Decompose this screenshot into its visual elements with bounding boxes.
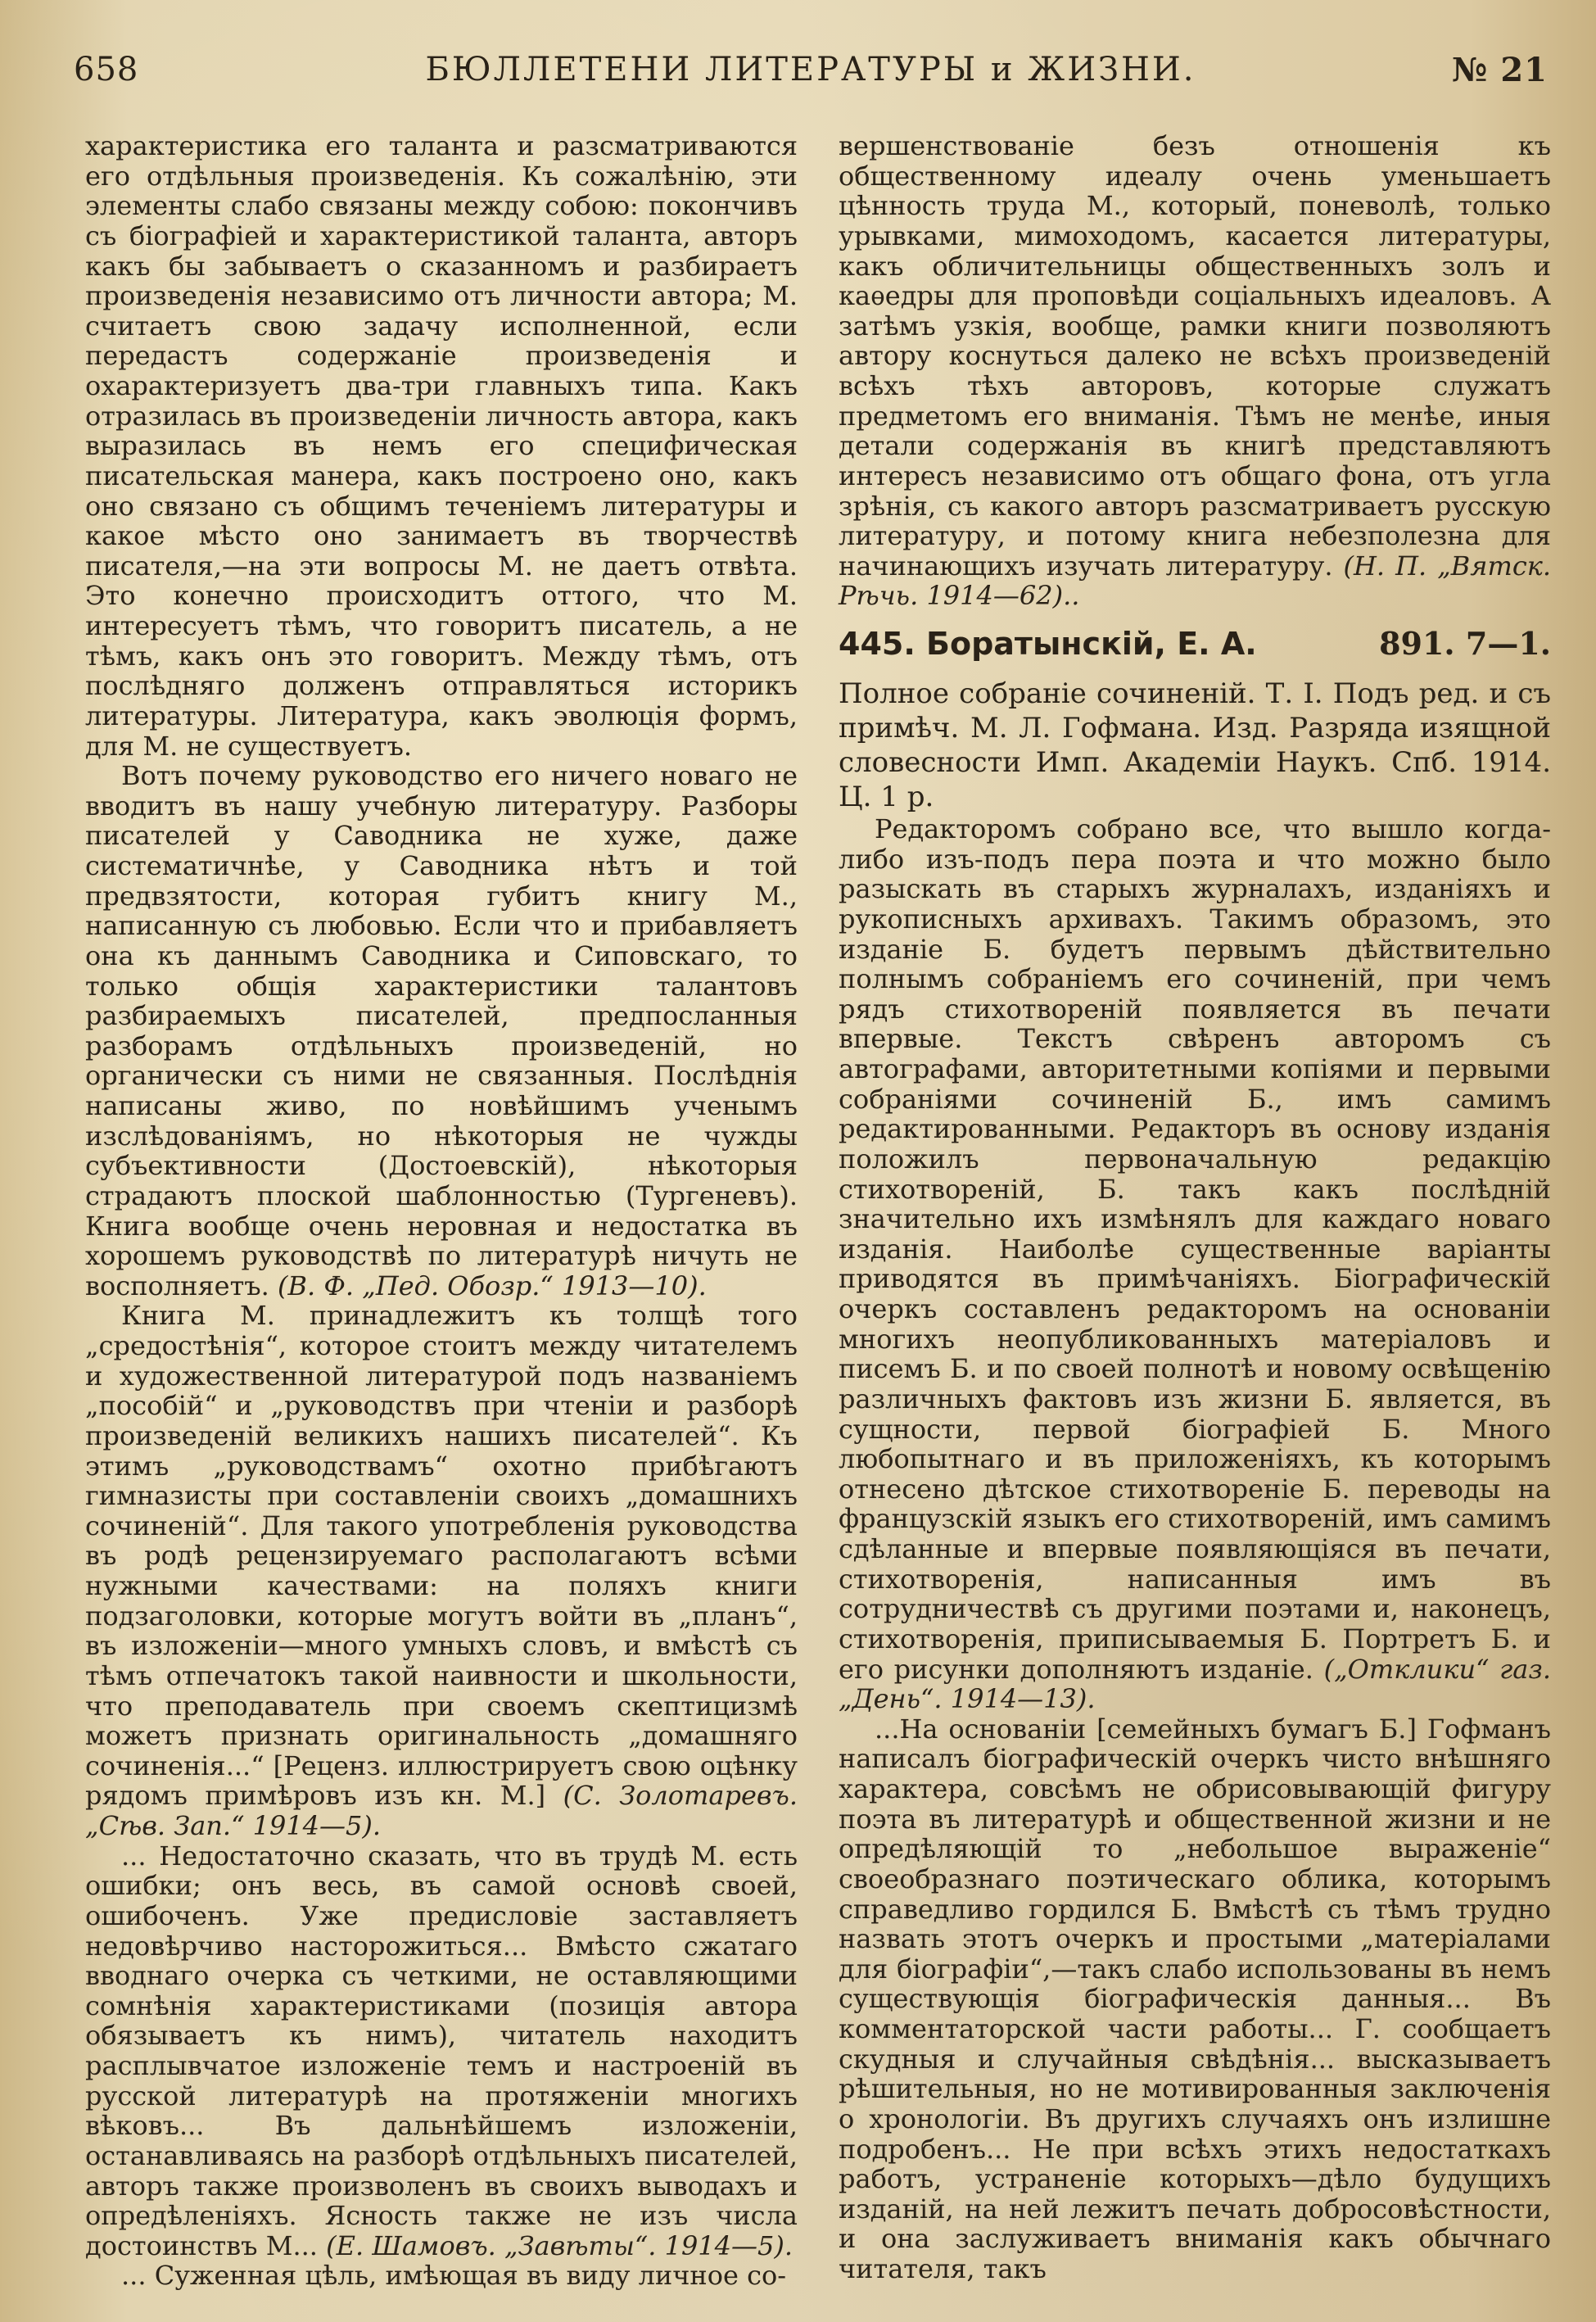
paragraph-text: ... Суженная цѣль, имѣющая въ виду личное со-	[121, 2260, 787, 2292]
paragraph	[839, 1714, 1551, 2284]
paragraph	[85, 761, 798, 1301]
review-source-citation: (Е. Шамовъ. „Завѣты“. 1914—5).	[326, 2229, 793, 2261]
entry-title	[839, 626, 1257, 662]
page-number: 658	[74, 51, 139, 88]
left-column	[85, 131, 798, 2291]
paragraph	[85, 2261, 798, 2291]
paragraph-text: ...На основаніи [семейныхъ бумагъ Б.] Гофманъ написалъ біографическій очеркъ чисто внѣшняго характера, совсѣмъ не обрисовывающій фигуру поэта въ литературѣ и общественной жизни и не опредѣляющій то „небольшое выраженіе“ своеобразнаго поэтическаго облика, которымъ справедливо гордился Б. Вмѣстѣ съ тѣмъ трудно назвать этотъ очеркъ и простыми „матеріалами для біографіи“,—такъ слабо использованы въ немъ существующія біографическія данныя... Въ комментаторской части работы... Г. сообщаетъ скудныя и случайныя свѣдѣнія... высказываетъ рѣшительныя, но не мотивированныя заключенія о хронологіи. Въ другихъ случаяхъ онъ излишне подробенъ... Не при всѣхъ этихъ недостаткахъ работъ, устраненіе которыхъ—дѣло будущихъ изданій, на ней лежитъ печать добросовѣстности, и она заслуживаетъ вниманія какъ обычнаго читателя, такъ	[839, 1713, 1551, 2284]
paragraph-text: Книга М. принадлежитъ къ толщѣ того „средостѣнія“, которое стоитъ между читателемъ и художественной литературой подъ названіемъ „пособій“ и „руководствъ при чтеніи и разборѣ произведеній великихъ нашихъ писателей“. Къ этимъ „руководствамъ“ охотно прибѣгаютъ гимназисты при составленіи своихъ „домашнихъ сочиненій“. Для такого употребленія руководства въ родѣ рецензируемаго располагаютъ всѣми нужными качествами: на поляхъ книги подзаголовки, которые могутъ войти въ „планъ“, въ изложеніи—много умныхъ словъ, и вмѣстѣ съ тѣмъ отпечатокъ такой наивности и школьности, что преподаватель при своемъ скептицизмѣ можетъ признать оригинальность „домашняго сочиненія...“ [Реценз. иллюстрируетъ свою оцѣнку рядомъ примѣровъ изъ кн. М.]	[85, 1300, 798, 1812]
paragraph-text: ... Недостаточно сказать, что въ трудѣ М. есть ошибки; онъ весь, въ самой основѣ своей, ошибоченъ. Уже предисловіе заставляетъ недовѣрчиво насторожиться... Вмѣсто сжатаго вводнаго очерка съ четкими, не оставляющими сомнѣнія характеристиками (позиція автора обязываетъ къ нимъ), читатель находитъ расплывчатое изложеніе темъ и настроеній въ русской литературѣ на протяженіи многихъ вѣковъ... Въ дальнѣйшемъ изложеніи, останавливаясь на разборѣ отдѣльныхъ писателей, авторъ также произволенъ въ своихъ выводахъ и опредѣленіяхъ. Ясность также не изъ числа достоинствъ М...	[85, 1840, 798, 2261]
entry-heading	[839, 626, 1551, 662]
review-source-citation: („Отклики“ газ. „День“. 1914—13).	[839, 1653, 1552, 1715]
paragraph	[85, 131, 798, 761]
issue-number: № 21	[1451, 51, 1548, 89]
page-header	[74, 51, 1548, 100]
paragraph	[85, 1841, 798, 2261]
right-column	[839, 131, 1551, 2284]
entry-author: Боратынскій, Е. А.	[926, 626, 1257, 662]
review-source-citation: (С. Золотаревъ. „Сѣв. Зап.“ 1914—5).	[85, 1780, 798, 1841]
entry-classification-code: 891. 7—1.	[1379, 625, 1551, 662]
paragraph-text: Вотъ почему руководство его ничего новаго не вводитъ въ нашу учебную литературу. Разборы писателей у Саводника не хуже, даже систематичнѣе, у Саводника нѣтъ и той предвзятости, которая губитъ книгу М., написанную съ любовью. Если что и прибавляетъ она къ даннымъ Саводника и Сиповскаго, то только общія характеристики талантовъ разбираемыхъ писателей, предпосланныя разборамъ отдѣльныхъ произведеній, но органически съ ними не связанныя. Послѣднія написаны живо, по новѣйшимъ ученымъ изслѣдованіямъ, но нѣкоторыя не чужды субъективности (Достоевскій), нѣкоторыя страдаютъ плоской шаблонностью (Тургеневъ). Книга вообще очень неровная и недостатка въ хорошемъ руководствѣ по литературѣ ничуть не восполняетъ.	[85, 760, 798, 1301]
paragraph	[839, 814, 1551, 1714]
paragraph-text: вершенствованіе безъ отношенія къ общественному идеалу очень уменьшаетъ цѣнность труда М., который, поневолѣ, только урывками, мимоходомъ, касается литературы, какъ обличительницы общественныхъ золъ и каѳедры для проповѣди соціальныхъ идеаловъ. А затѣмъ узкія, вообще, рамки книги позволяютъ автору коснуться далеко не всѣхъ произведеній всѣхъ тѣхъ авторовъ, которые служатъ предметомъ его вниманія. Тѣмъ не менѣе, иныя детали содержанія въ книгѣ представляютъ интересъ независимо отъ общаго фона, отъ угла зрѣнія, съ какого авторъ разсматриваетъ русскую литературу, и потому книга небезполезна для начинающихъ изучать литературу.	[839, 130, 1551, 582]
entry-reviews	[839, 814, 1551, 2284]
right-column-continuation	[839, 131, 1551, 611]
paragraph	[85, 1301, 798, 1840]
entry-number: 445.	[839, 626, 916, 662]
review-source-citation: (В. Ф. „Пед. Обозр.“ 1913—10).	[277, 1270, 707, 1301]
running-title: БЮЛЛЕТЕНИ ЛИТЕРАТУРЫ и ЖИЗНИ.	[425, 51, 1196, 88]
paragraph-text: Редакторомъ собрано все, что вышло когда-либо изъ-подъ пера поэта и что можно было разыскать въ старыхъ журналахъ, изданіяхъ и рукописныхъ архивахъ. Такимъ образомъ, это изданіе Б. будетъ первымъ дѣйствительно полнымъ собраніемъ его сочиненій, при чемъ рядъ стихотвореній появляется въ печати впервые. Текстъ свѣренъ авторомъ съ автографами, авторитетными копіями и первыми собраніями сочиненій Б., имъ самимъ редактированными. Редакторъ въ основу изданія положилъ первоначальную редакцію стихотвореній, Б. такъ какъ послѣдній значительно ихъ измѣнялъ для каждаго новаго изданія. Наиболѣе существенные варіанты приводятся въ примѣчаніяхъ. Біографическій очеркъ составленъ редакторомъ на основаніи многихъ неопубликованныхъ матеріаловъ и писемъ Б. и по своей полнотѣ и новому освѣщенію различныхъ фактовъ изъ жизни Б. является, въ сущности, первой біографіей Б. Много любопытнаго и въ приложеніяхъ, къ которымъ отнесено дѣтское стихотвореніе Б. переводы на французскій языкъ его стихотвореній, имъ самимъ сдѣланные и впервые появляющіяся въ печати, стихотворенія, написанныя имъ въ сотрудничествѣ съ другими поэтами и, наконецъ, стихотворенія, приписываемыя Б. Портретъ Б. и его рисунки дополняютъ изданіе.	[839, 813, 1551, 1685]
entry-bibliographic-description: Полное собраніе сочиненій. Т. I. Подъ ред. и съ примѣч. М. Л. Гофмана. Изд. Разряда изящной словесности Имп. Академіи Наукъ. Спб. 1914. Ц. 1 р.	[839, 677, 1551, 813]
paragraph	[839, 131, 1551, 611]
review-source-citation: (Н. П. „Вятск. Рѣчь. 1914—62)..	[839, 550, 1552, 612]
paragraph-text: характеристика его таланта и разсматриваются его отдѣльныя произведенія. Къ сожалѣнію, эти элементы слабо связаны между собою: покончивъ съ біографіей и характеристикой таланта, авторъ какъ бы забываетъ о сказанномъ и разбираетъ произведенія независимо отъ личности автора; М. считаетъ свою задачу исполненной, если передастъ содержаніе произведенія и охарактеризуетъ два-три главныхъ типа. Какъ отразилась въ произведеніи личность автора, какъ выразилась въ немъ его специфическая писательская манера, какъ построено оно, какъ оно связано съ общимъ теченіемъ литературы и какое мѣсто оно занимаетъ въ творчествѣ писателя,—на эти вопросы М. не даетъ отвѣта. Это конечно происходитъ оттого, что М. интересуетъ тѣмъ, что говоритъ писатель, а не тѣмъ, какъ онъ это говоритъ. Между тѣмъ, отъ послѣдняго долженъ отправляться историкъ литературы. Литература, какъ эволюція формъ, для М. не существуетъ.	[85, 130, 798, 762]
